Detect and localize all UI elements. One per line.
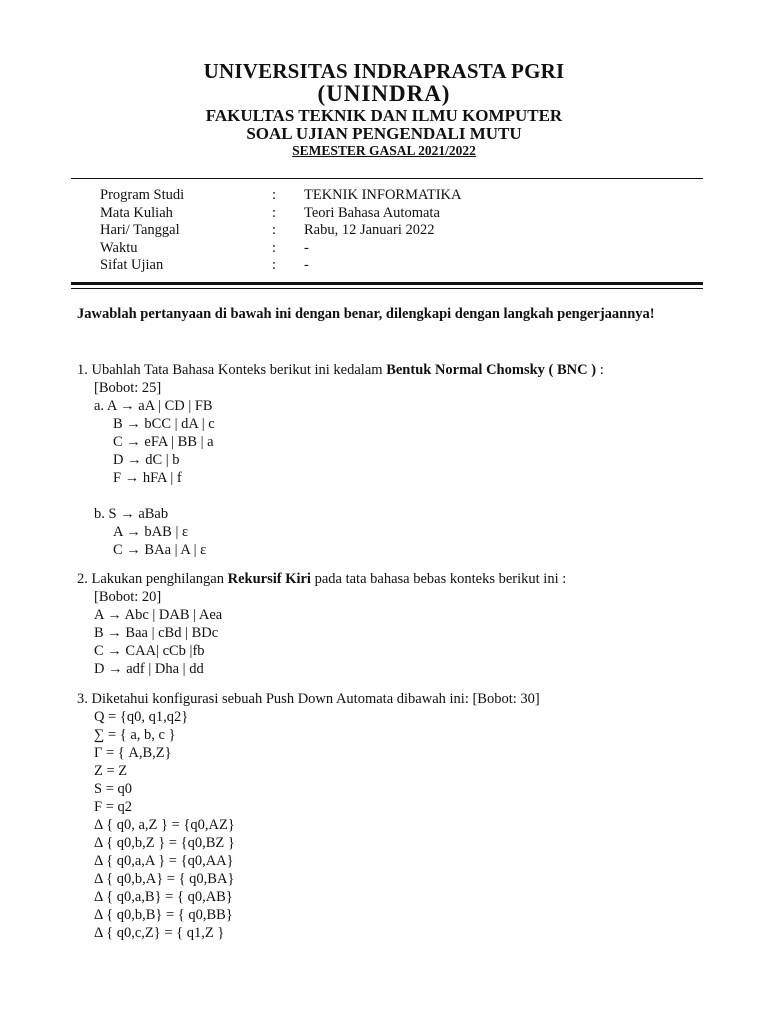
info-value: - xyxy=(304,257,309,273)
question-weight: [Bobot: 25] xyxy=(94,380,162,396)
question-weight: [Bobot: 20] xyxy=(94,589,162,605)
grammar-rule: C → BAa | A | ε xyxy=(113,542,207,558)
exam-info xyxy=(100,187,461,275)
pda-transition: Δ { q0, a,Z } = {q0,AZ} xyxy=(94,817,235,833)
grammar-rule: D → adf | Dha | dd xyxy=(94,661,204,677)
info-row: Waktu : - xyxy=(100,239,309,256)
grammar-rule: D → dC | b xyxy=(113,452,180,468)
question-text: 2. Lakukan penghilangan Rekursif Kiri pada tata bahasa bebas konteks berikut ini : xyxy=(77,571,567,587)
question-text: 3. Diketahui konfigurasi sebuah Push Down Automata dibawah ini: [Bobot: 30] xyxy=(77,691,540,707)
grammar-rule: a. A → aA | CD | FB xyxy=(94,398,213,414)
info-divider-thin xyxy=(71,288,703,289)
pda-transition: Δ { q0,b,Z } = {q0,BZ } xyxy=(94,835,235,851)
pda-transition: Δ { q0,c,Z} = { q1,Z } xyxy=(94,925,225,941)
info-row: Mata Kuliah : Teori Bahasa Automata xyxy=(100,204,440,221)
header-divider xyxy=(71,178,703,179)
info-value: Rabu, 12 Januari 2022 xyxy=(304,222,435,238)
pda-definition: Z = Z xyxy=(94,763,128,779)
grammar-rule: B → Baa | cBd | BDc xyxy=(94,625,219,641)
grammar-rule: C → CAA| cCb |fb xyxy=(94,643,205,659)
info-value: TEKNIK INFORMATIKA xyxy=(304,187,462,203)
instruction-text: Jawablah pertanyaan di bawah ini dengan benar, dilengkapi dengan langkah pengerjaannya! xyxy=(77,306,655,322)
pda-definition: F = q2 xyxy=(94,799,132,815)
info-label: Hari/ Tanggal xyxy=(100,222,180,238)
info-label: Waktu xyxy=(100,239,138,256)
question-2 xyxy=(77,570,677,678)
pda-definition: Г = { A,B,Z} xyxy=(94,745,172,761)
info-value: Teori Bahasa Automata xyxy=(304,204,440,221)
question-text: 1. Ubahlah Tata Bahasa Konteks berikut ini kedalam Bentuk Normal Chomsky ( BNC ) : xyxy=(77,362,604,378)
exam-title: SOAL UJIAN PENGENDALI MUTU xyxy=(246,124,522,143)
info-label: Mata Kuliah xyxy=(100,204,173,221)
pda-transition: Δ { q0,b,A} = { q0,BA} xyxy=(94,871,235,887)
info-row: Hari/ Tanggal : Rabu, 12 Januari 2022 xyxy=(100,222,435,238)
pda-definition: S = q0 xyxy=(94,781,132,797)
faculty-name: FAKULTAS TEKNIK DAN ILMU KOMPUTER xyxy=(205,106,563,125)
pda-definition: Q = {q0, q1,q2} xyxy=(94,709,189,725)
pda-transition: Δ { q0,a,A } = {q0,AA} xyxy=(94,853,234,869)
grammar-rule: b. S → aBab xyxy=(94,506,169,522)
info-row: Sifat Ujian : - xyxy=(100,257,309,273)
grammar-rule: B → bCC | dA | c xyxy=(113,416,215,432)
info-divider-thick xyxy=(71,282,703,285)
info-value: - xyxy=(304,239,309,256)
question-1 xyxy=(77,361,677,559)
university-name: UNIVERSITAS INDRAPRASTA PGRI xyxy=(203,59,565,83)
exam-header xyxy=(0,60,768,159)
semester-title: SEMESTER GASAL 2021/2022 xyxy=(292,143,476,158)
pda-transition: Δ { q0,a,B} = { q0,AB} xyxy=(94,889,233,905)
info-row: Program Studi : TEKNIK INFORMATIKA xyxy=(100,187,462,203)
pda-transition: Δ { q0,b,B} = { q0,BB} xyxy=(94,907,233,923)
pda-definition: ∑ = { a, b, c } xyxy=(94,727,176,743)
grammar-rule: A → Abc | DAB | Aea xyxy=(94,607,223,623)
university-abbr: (UNINDRA) xyxy=(317,81,451,106)
grammar-rule: C → eFA | BB | a xyxy=(113,434,214,450)
grammar-rule: A → bAB | ε xyxy=(113,524,189,540)
grammar-rule: F → hFA | f xyxy=(113,470,182,486)
info-label: Program Studi xyxy=(100,187,185,203)
info-label: Sifat Ujian xyxy=(100,257,164,273)
question-3 xyxy=(77,690,677,942)
exam-questions xyxy=(77,305,677,941)
